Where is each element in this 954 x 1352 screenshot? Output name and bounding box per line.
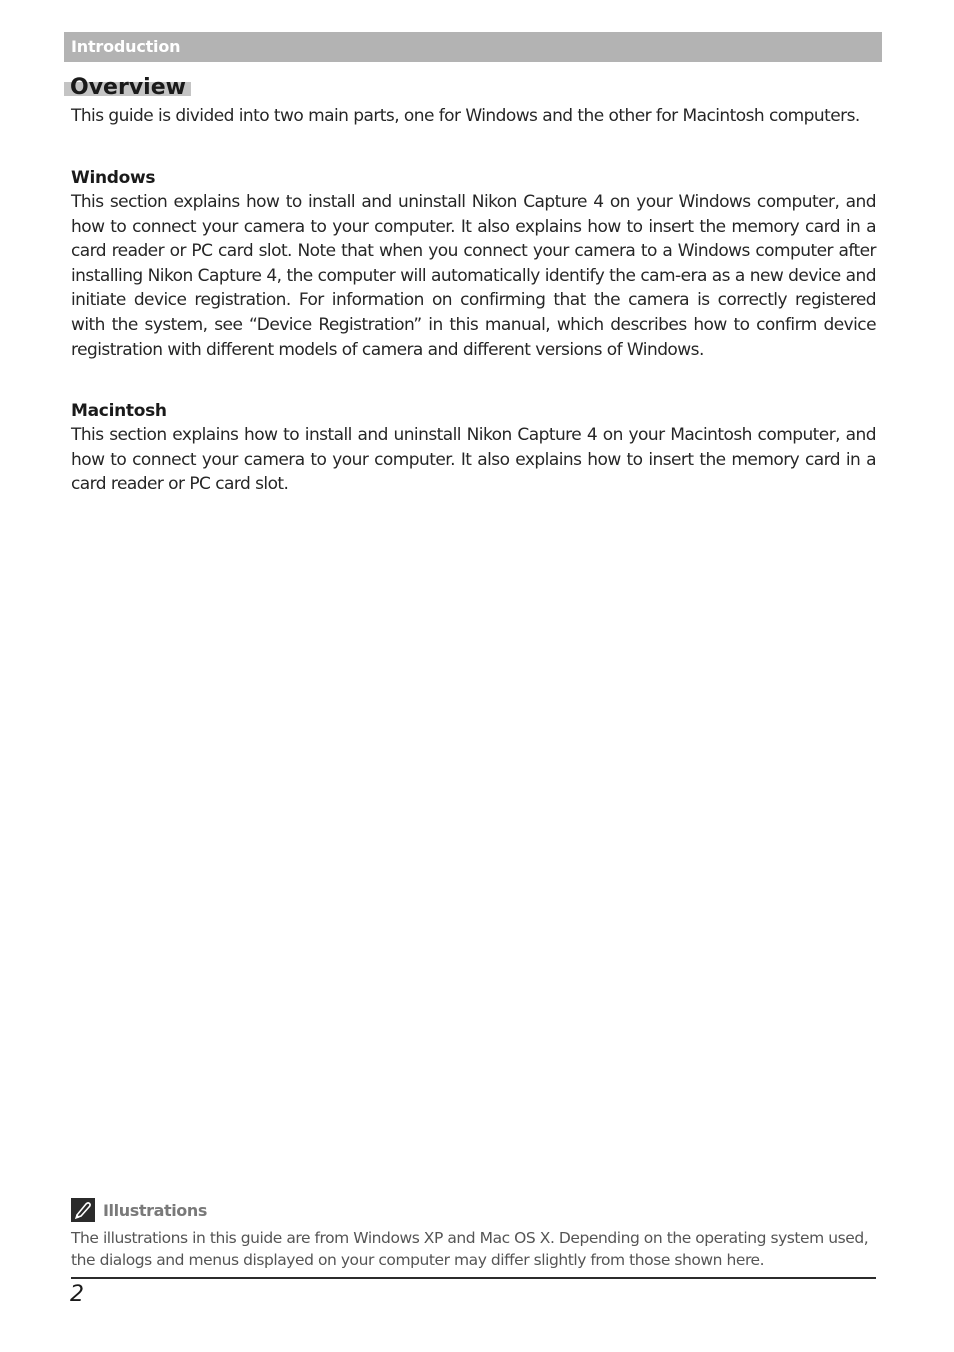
overview-heading-text: Overview	[70, 75, 186, 100]
pencil-note-icon	[71, 1198, 95, 1222]
section-header-title: Introduction	[71, 37, 181, 56]
section-header-bar	[64, 32, 882, 62]
windows-paragraph: This section explains how to install and uninstall Nikon Capture 4 on your Windows computer, and how to connect your camera to your computer. It also explains how to insert the memory card in a card reader or PC card slot. Note that when you connect your camera to a Windows computer after installing Nikon Capture 4, the computer will automatically identify the cam-era as a new device and initiate device registration. For information on confirming that the camera is correctly registered with the system, see “Device Registration” in this manual, which describes how to confirm device registration with different models of camera and different versions of Windows.	[71, 192, 876, 360]
note-text: The illustrations in this guide are from Windows XP and Mac OS X. Depending on the operating system used, the dialogs and menus displayed on your computer may differ slightly from those shown here.	[71, 1229, 869, 1269]
intro-paragraph: This guide is divided into two main parts, one for Windows and the other for Macintosh computers.	[71, 106, 860, 126]
note-title: Illustrations	[103, 1201, 208, 1220]
page-number: 2	[70, 1282, 84, 1307]
macintosh-paragraph: This section explains how to install and uninstall Nikon Capture 4 on your Macintosh computer, and how to connect your camera to your computer. It also explains how to insert the memory card in a card reader or PC card slot.	[71, 425, 876, 495]
footer-rule	[71, 1277, 876, 1279]
macintosh-heading: Macintosh	[71, 401, 167, 421]
windows-heading: Windows	[71, 168, 156, 188]
